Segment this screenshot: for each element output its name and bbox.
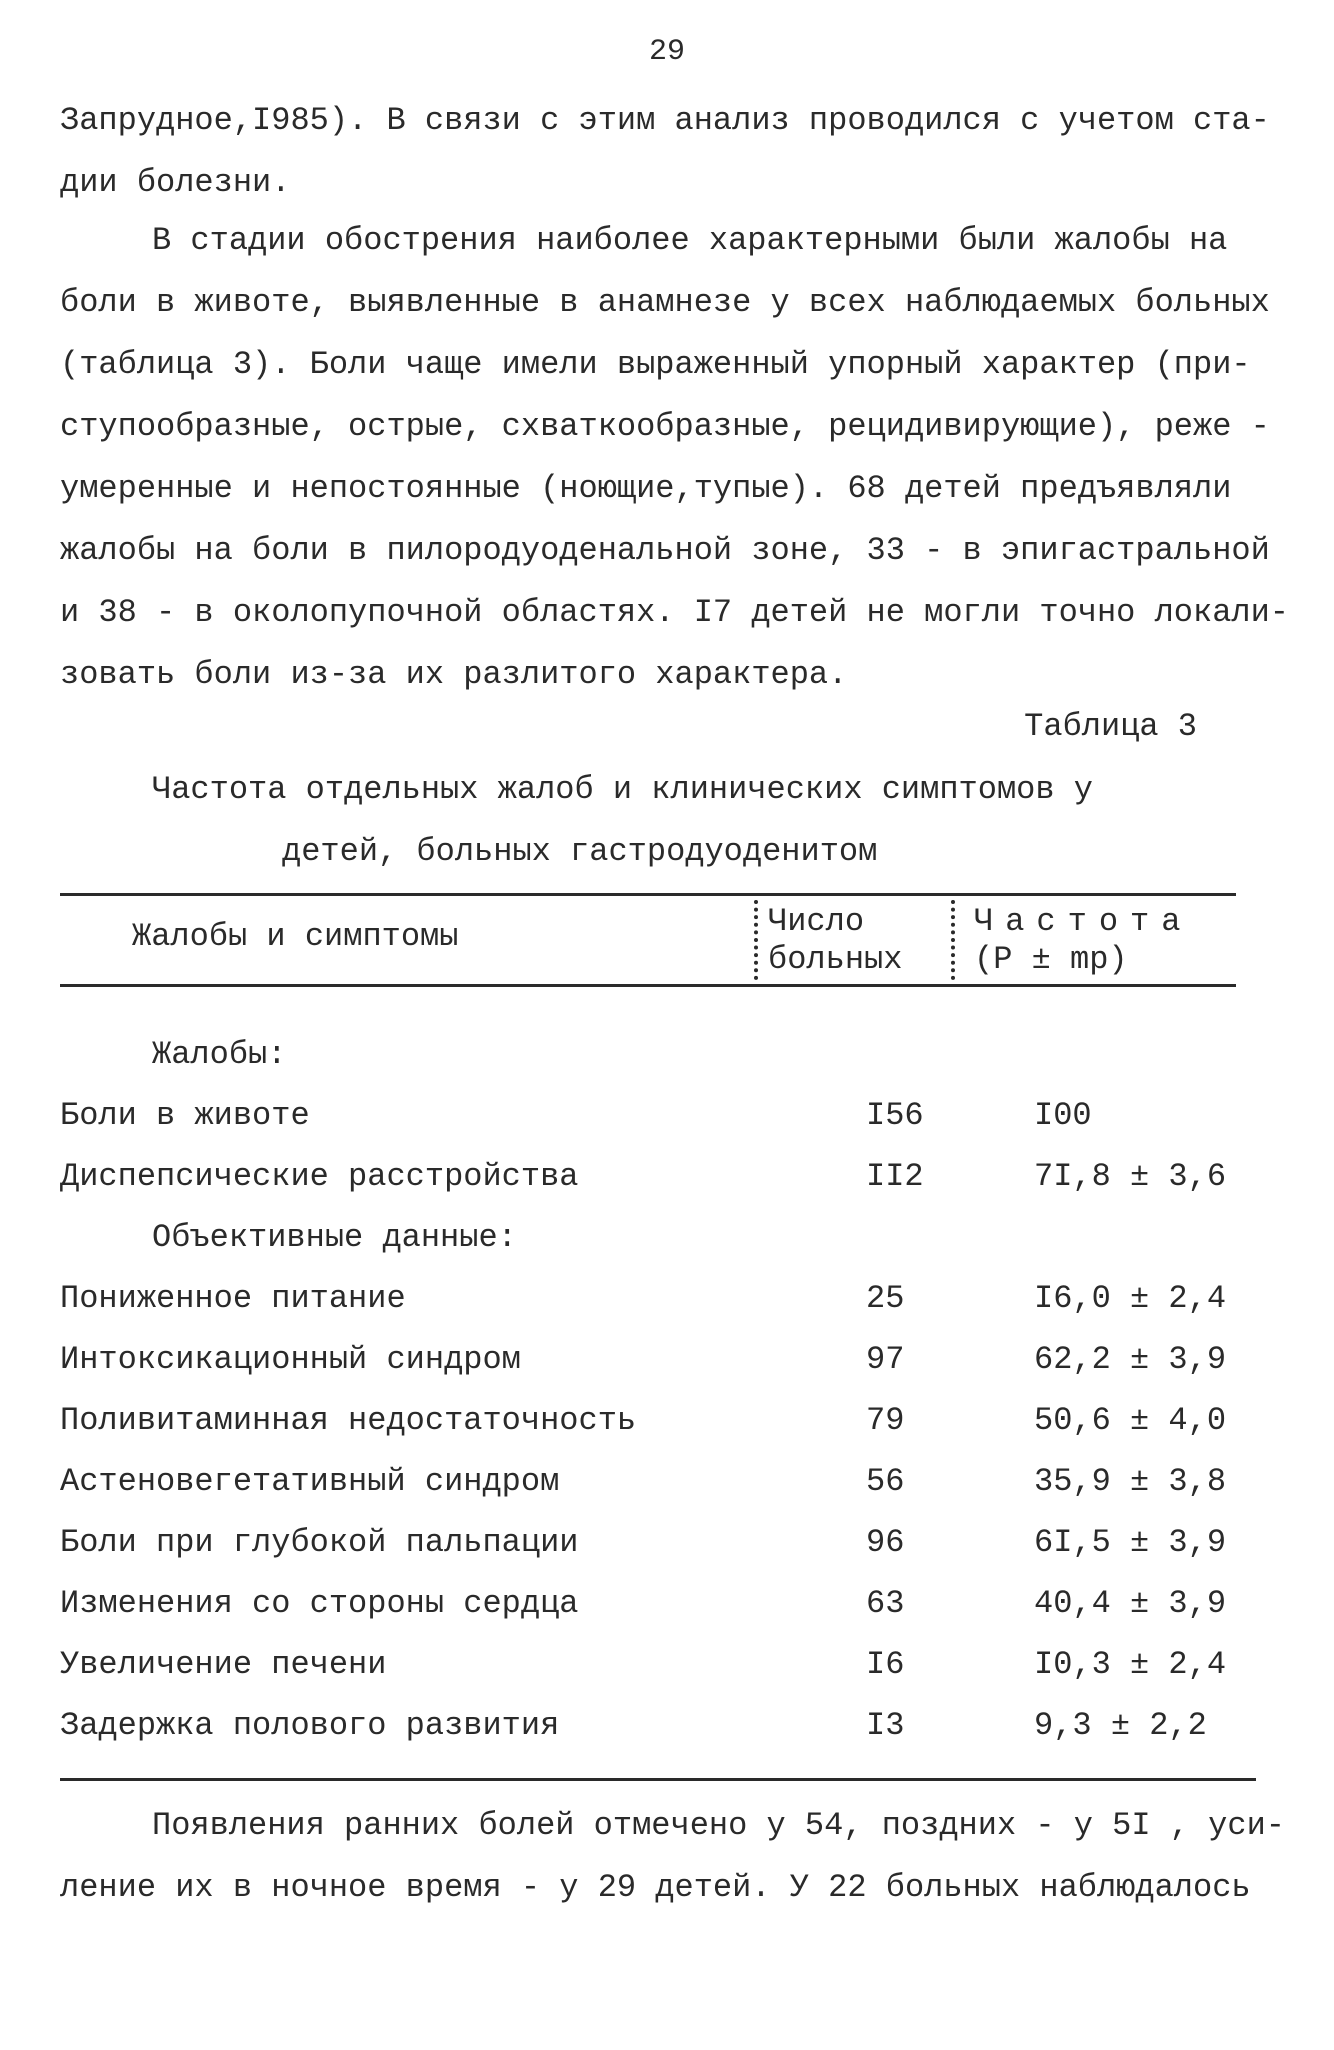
row-label: Боли при глубокой пальпации xyxy=(60,1524,579,1561)
text-line: (таблица 3). Боли чаще имели выраженный упорный характер (при- xyxy=(60,346,1251,383)
row-count: II2 xyxy=(866,1158,924,1195)
row-label: Изменения со стороны сердца xyxy=(60,1585,579,1622)
row-frequency: 62,2 ± 3,9 xyxy=(1034,1341,1227,1378)
row-frequency: I6,0 ± 2,4 xyxy=(1034,1280,1227,1317)
table-header-rule xyxy=(60,984,1236,987)
table-row xyxy=(60,1268,1236,1329)
table-row xyxy=(60,1390,1236,1451)
table-row xyxy=(60,1573,1236,1634)
row-count: 63 xyxy=(866,1585,905,1622)
table-row xyxy=(60,1146,1236,1207)
row-label: Задержка полового развития xyxy=(60,1707,560,1744)
row-label: Объективные данные: xyxy=(152,1219,517,1256)
header-frequency xyxy=(974,903,1192,979)
table-bottom-rule xyxy=(60,1778,1256,1781)
header-count-line: Число xyxy=(768,903,865,940)
table-row xyxy=(60,1329,1236,1390)
header-frequency-line: (P ± mp) xyxy=(974,941,1128,978)
row-count: I6 xyxy=(866,1646,905,1683)
row-label: Интоксикационный синдром xyxy=(60,1341,521,1378)
row-label: Жалобы: xyxy=(152,1036,287,1073)
column-separator xyxy=(951,900,955,980)
text-line: Появления ранних болей отмечено у 54, поздних - у 5I , уси- xyxy=(152,1807,1285,1844)
page-number: 29 xyxy=(648,35,685,69)
row-count: 56 xyxy=(866,1463,905,1500)
row-frequency: 50,6 ± 4,0 xyxy=(1034,1402,1227,1439)
table-row xyxy=(60,1085,1236,1146)
row-frequency: I00 xyxy=(1034,1097,1092,1134)
header-count-line: больных xyxy=(768,941,903,978)
text-line: боли в животе, выявленные в анамнезе у всех наблюдаемых больных xyxy=(60,284,1270,321)
table-title-line: детей, больных гастродуоденитом xyxy=(282,833,878,870)
row-count: 79 xyxy=(866,1402,905,1439)
table-group-row xyxy=(60,1024,1236,1085)
row-label: Пониженное питание xyxy=(60,1280,406,1317)
header-complaints: Жалобы и симптомы xyxy=(132,918,459,955)
table-label: Таблица 3 xyxy=(1024,708,1197,745)
row-frequency: I0,3 ± 2,4 xyxy=(1034,1646,1227,1683)
text-line: ступообразные, острые, схваткообразные, рецидивирующие), реже - xyxy=(60,408,1270,445)
table-body xyxy=(60,1024,1236,1756)
table-row xyxy=(60,1451,1236,1512)
text-line: умеренные и непостоянные (ноющие,тупые). 68 детей предъявляли xyxy=(60,470,1232,507)
row-count: 97 xyxy=(866,1341,905,1378)
table-group-row xyxy=(60,1207,1236,1268)
row-label: Диспепсические расстройства xyxy=(60,1158,579,1195)
table-title-line: Частота отдельных жалоб и клинических симптомов у xyxy=(152,771,1093,808)
text-line: В стадии обострения наиболее характерными были жалобы на xyxy=(152,222,1228,259)
row-count: I3 xyxy=(866,1707,905,1744)
row-frequency: 40,4 ± 3,9 xyxy=(1034,1585,1227,1622)
header-count xyxy=(768,903,902,979)
row-frequency: 6I,5 ± 3,9 xyxy=(1034,1524,1227,1561)
paragraph-intro xyxy=(60,90,1270,214)
row-label: Астеновегетативный синдром xyxy=(60,1463,560,1500)
text-line: и 38 - в околопупочной областях. I7 детей не могли точно локали- xyxy=(60,594,1289,631)
row-label: Поливитаминная недостаточность xyxy=(60,1402,637,1439)
row-count: 25 xyxy=(866,1280,905,1317)
column-separator xyxy=(754,900,758,980)
header-frequency-line: Частота xyxy=(974,903,1193,940)
text-line: жалобы на боли в пилородуоденальной зоне, 33 - в эпигастральной xyxy=(60,532,1270,569)
row-label: Увеличение печени xyxy=(60,1646,387,1683)
table-title xyxy=(152,762,1152,886)
paragraph-exacerbation xyxy=(60,210,1289,706)
table-top-rule xyxy=(60,893,1236,896)
row-frequency: 35,9 ± 3,8 xyxy=(1034,1463,1227,1500)
text-line: дии болезни. xyxy=(60,164,291,201)
row-label: Боли в животе xyxy=(60,1097,310,1134)
text-line: зовать боли из-за их разлитого характера. xyxy=(60,656,848,693)
paragraph-pain-timing xyxy=(60,1795,1285,1919)
row-count: 96 xyxy=(866,1524,905,1561)
text-line: ление их в ночное время - у 29 детей. У 22 больных наблюдалось xyxy=(60,1869,1251,1906)
table-row xyxy=(60,1634,1236,1695)
table-row xyxy=(60,1512,1236,1573)
table-row xyxy=(60,1695,1236,1756)
row-frequency: 9,3 ± 2,2 xyxy=(1034,1707,1207,1744)
row-count: I56 xyxy=(866,1097,924,1134)
row-frequency: 7I,8 ± 3,6 xyxy=(1034,1158,1227,1195)
text-line: Запрудное,I985). В связи с этим анализ проводился с учетом ста- xyxy=(60,102,1270,139)
